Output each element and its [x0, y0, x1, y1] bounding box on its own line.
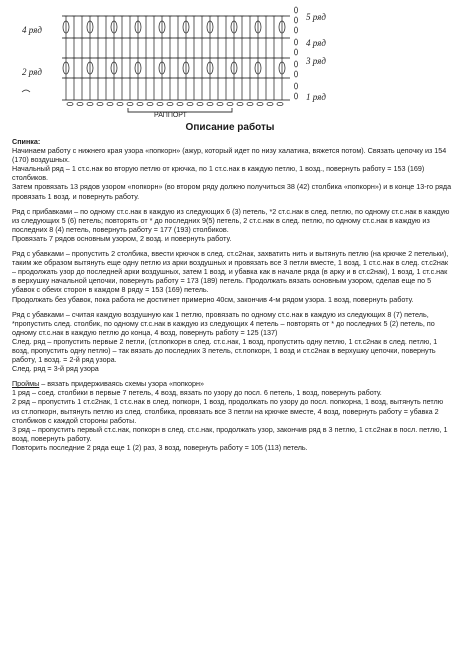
text-back-3: Затем провязать 13 рядов узором «попкорн» (во втором ряду должно получиться 38 (42) столбика «попкорн») и в конце 13-го ряда провязать 1 возд. и повернуть работу.	[12, 182, 452, 201]
starting-chain	[67, 102, 283, 105]
text-armholes-2: 2 ряд – пропустить 1 ст.с2нак, 1 ст.с.нак в след. попкорн, 1 возд, продолжать по узору до посл. попкорна, 1 возд, вытянуть петлю из ст.попкорн, вытянуть петлю из след. столбика, провязать все 3 петли на крючке вместе, 4 возд, повернуть работу = убавка 2 столбиков с каждой стороны работы.	[12, 397, 444, 425]
text-armholes-3: 3 ряд – пропустить первый ст.с.нак, попкорн в след. ст.с.нак, продолжать узор, закончив ряд в 3 петлю, 1 ст.с2нак в посл. петлю, 1 возд, повернуть работу.	[12, 424, 448, 443]
right-label-row5: 5 ряд	[306, 12, 326, 22]
paragraph-back	[12, 137, 452, 201]
text-armholes-4: Повторить последние 2 ряда еще 1 (2) раз, 3 возд, повернуть работу = 105 (113) петель.	[12, 442, 308, 452]
paragraph-decrease-2	[12, 310, 452, 374]
left-label-row4: 4 ряд	[22, 25, 42, 35]
text-decrease-2b: След. ряд – пропустить первые 2 петли, (ст.попкорн в след. ст.с.нак, 1 возд, пропустить одну петлю, 1 ст.с2нак в след. петлю, 1 возд, пропустить одну петлю) – так вязать до последних 3 петель, ст.попкорн, 1 возд и ст.с2нак в верхушку цепочки, повернуть работу, 1 возд. = 2-й ряд узора.	[12, 336, 438, 365]
description-body	[12, 137, 452, 458]
text-back-1: Начинаем работу с нижнего края узора «попкорн» (ажур, который идет по низу халатика, вяжется потом). Связать цепочку из 154 (170) воздушных.	[12, 146, 447, 165]
right-label-row4: 4 ряд	[306, 38, 326, 48]
text-back-2: Начальный ряд – 1 ст.с.нак во вторую петлю от крючка, по 1 ст.с.нак в каждую петлю, 1 возд., повернуть работу = 153 (169) столбиков.	[12, 164, 425, 183]
heading-back: Спинка:	[12, 137, 41, 146]
right-label-row3: 3 ряд	[306, 56, 326, 66]
heading-armholes: Проймы	[12, 379, 40, 389]
paragraph-decrease-1	[12, 249, 452, 304]
popcorn-stitch-chart	[0, 0, 460, 118]
paragraph-increase	[12, 207, 452, 243]
paragraph-armholes	[12, 379, 452, 452]
text-armholes-intro: – вязать придерживаясь схемы узора «попкорн»	[39, 379, 204, 389]
text-decrease-2: Ряд с убавками – считая каждую воздушную как 1 петлю, провязать по одному ст.с.нак в каждую из следующих 8 (7) петель, *пропустить след. столбик, по одному ст.с.нак в каждую из следующих 4 петель – повторять от * до последних 5 (2) петель, по одному ст.с.нак в каждую петлю до конца, 4 возд, повернуть работу = 125 (137)	[12, 309, 435, 337]
text-increase-b: Провязать 7 рядов основным узором, 2 возд. и повернуть работу.	[12, 233, 232, 243]
crochet-diagram	[0, 0, 460, 118]
text-decrease-2c: След. ряд = 3-й ряд узора	[12, 364, 99, 374]
left-mark	[22, 90, 30, 92]
text-increase: Ряд с прибавками – по одному ст.с.нак в каждую из следующих 6 (3) петель, *2 ст.с.нак в след. петлю, по одному ст.с.нак в каждую из следующих 5 (6) петель; повторять от * до последних 9(5) петель, 2 ст.с.нак в след. петлю, по одному ст.с.нак в каждую из последних 8 (4) петель, повернуть работу = 177 (193) столбиков.	[12, 206, 450, 234]
text-decrease-1b: Продолжать без убавок, пока работа не достигнет примерно 40см, закончив 4-м рядом узора. 1 возд, повернуть работу.	[12, 294, 414, 304]
text-decrease-1: Ряд с убавками – пропустить 2 столбика, ввести крючок в след. ст.с2нак, захватить нить и вытянуть петлю (на крючке 2 петельки), таким же образом вытянуть еще одну петлю из арки воздушных и провязать все 3 петли вместе, 1 возд, 1 ст.с.нак в след. ст.с2нак – продолжать узор до последней арки воздушных, затем 1 возд, и убавка как в начале ряда (в арку и в ст.с2нак), 1 возд, 1 ст.с.нак в верхушку начальной цепочки, повернуть работу = 173 (189) петель. Продолжать вязать основным узором, сделав еще по 5 убавок с обеих сторон в каждом 8 ряду = 153 (169) петель.	[12, 249, 449, 295]
left-label-row2: 2 ряд	[22, 67, 42, 77]
right-label-row1: 1 ряд	[306, 92, 326, 102]
rapport-label: РАППОРТ	[154, 112, 187, 118]
section-title: Описание работы	[185, 122, 275, 133]
turning-chains	[294, 7, 297, 99]
text-armholes-1: 1 ряд – соед. столбики в первые 7 петель, 4 возд, вязать по узору до посл. 6 петель, 1 возд, повернуть работу.	[12, 388, 382, 398]
